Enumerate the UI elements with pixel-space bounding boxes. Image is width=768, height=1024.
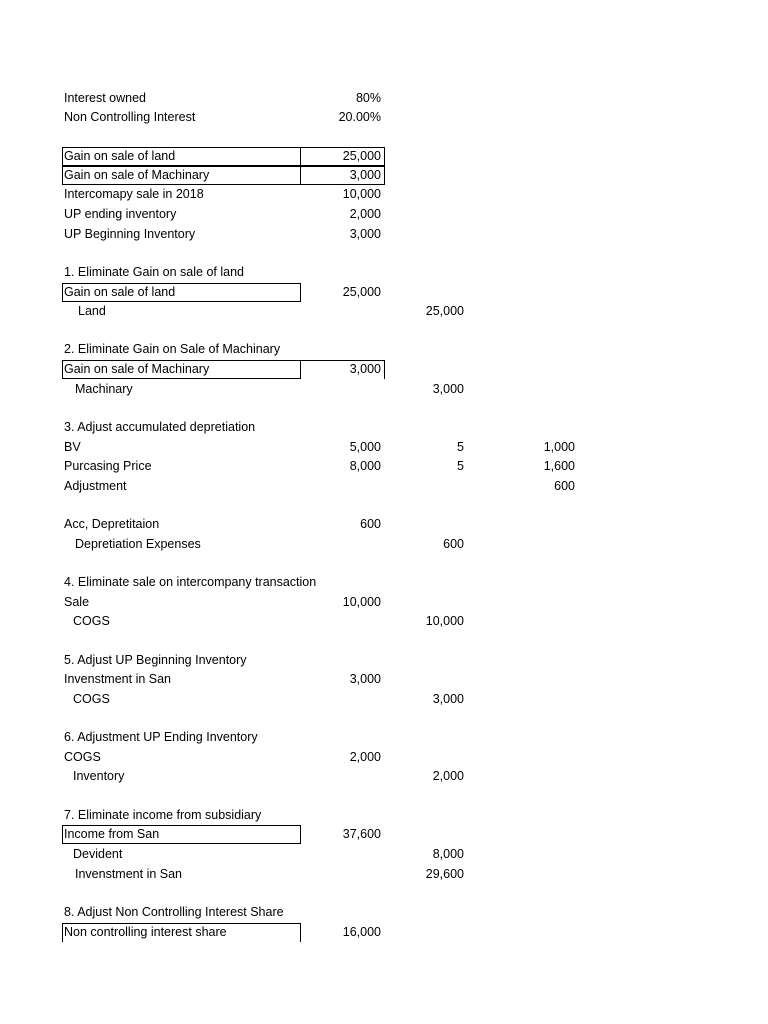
- amount-col-b: 600: [360, 517, 381, 531]
- row-label: UP Beginning Inventory: [64, 227, 196, 241]
- row-label: Invenstment in San: [75, 867, 183, 881]
- section-title: 8. Adjust Non Controlling Interest Share: [64, 905, 284, 919]
- row-label: UP ending inventory: [64, 207, 177, 221]
- row-gain-sale-machinary: [0, 166, 768, 185]
- row-label: Gain on sale of Machinary: [64, 168, 210, 182]
- row-purchasing-price: [0, 457, 768, 476]
- row-intercompany-sale: [0, 185, 768, 204]
- row-label: Gain on sale of land: [64, 285, 176, 299]
- amount-col-b: 3,000: [349, 168, 381, 182]
- amount-col-b: 5,000: [349, 440, 381, 454]
- row-gain-sale-land: [0, 147, 768, 166]
- section-heading-7: [0, 806, 768, 825]
- row-label: Depretiation Expenses: [75, 537, 201, 551]
- section-heading-6: [0, 728, 768, 747]
- row-credit-cogs: [0, 690, 768, 709]
- row-label: Acc, Depretitaion: [64, 517, 160, 531]
- row-label: Invenstment in San: [64, 672, 172, 686]
- row-label: Inventory: [73, 769, 125, 783]
- row-label: Non Controlling Interest: [64, 110, 196, 124]
- amount-col-b: 3,000: [349, 227, 381, 241]
- row-debit-cogs: [0, 748, 768, 767]
- amount-col-c: 25,000: [425, 304, 464, 318]
- section-title: 2. Eliminate Gain on Sale of Machinary: [64, 342, 281, 356]
- amount-col-d: 1,600: [543, 459, 575, 473]
- row-label: COGS: [64, 750, 101, 764]
- amount-col-c: 3,000: [432, 692, 464, 706]
- amount-col-b: 3,000: [349, 672, 381, 686]
- section-heading-2: [0, 340, 768, 359]
- section-title: 4. Eliminate sale on intercompany transaction: [64, 575, 317, 589]
- amount-col-b: 20.00%: [338, 110, 381, 124]
- row-non-controlling-interest: [0, 108, 768, 127]
- amount-col-b: 80%: [355, 91, 381, 105]
- amount-col-b: 37,600: [342, 827, 381, 841]
- row-debit-investment-in-san: [0, 670, 768, 689]
- row-adjustment: [0, 477, 768, 496]
- amount-col-c: 10,000: [425, 614, 464, 628]
- row-debit-income-from-san: [0, 825, 768, 844]
- amount-col-b: 3,000: [349, 362, 381, 376]
- row-credit-cogs: [0, 612, 768, 631]
- row-label: Intercomapy sale in 2018: [64, 187, 204, 201]
- row-label: Income from San: [64, 827, 160, 841]
- amount-col-c: 8,000: [432, 847, 464, 861]
- section-heading-4: [0, 573, 768, 592]
- amount-col-b: 10,000: [342, 595, 381, 609]
- amount-col-b: 16,000: [342, 925, 381, 939]
- row-label: Gain on sale of land: [64, 149, 176, 163]
- amount-col-b: 8,000: [349, 459, 381, 473]
- amount-col-b: 2,000: [349, 750, 381, 764]
- row-credit-depreciation-expenses: [0, 535, 768, 554]
- section-title: 5. Adjust UP Beginning Inventory: [64, 653, 247, 667]
- row-up-ending-inventory: [0, 205, 768, 224]
- amount-col-d: 1,000: [543, 440, 575, 454]
- row-credit-land: [0, 302, 768, 321]
- amount-col-d: 600: [554, 479, 575, 493]
- amount-col-c: 2,000: [432, 769, 464, 783]
- row-label: COGS: [73, 614, 110, 628]
- row-label: Machinary: [75, 382, 133, 396]
- section-title: 1. Eliminate Gain on sale of land: [64, 265, 244, 279]
- row-debit-gain-land: [0, 283, 768, 302]
- row-label: Land: [78, 304, 106, 318]
- row-up-beginning-inventory: [0, 225, 768, 244]
- row-label: Sale: [64, 595, 90, 609]
- row-credit-investment-in-san: [0, 865, 768, 884]
- amount-col-c: 600: [443, 537, 464, 551]
- row-debit-gain-machinary: [0, 360, 768, 379]
- section-heading-1: [0, 263, 768, 282]
- amount-col-c: 5: [457, 459, 464, 473]
- row-credit-inventory: [0, 767, 768, 786]
- row-label: Adjustment: [64, 479, 127, 493]
- row-debit-nci-share: [0, 923, 768, 942]
- section-title: 7. Eliminate income from subsidiary: [64, 808, 262, 822]
- section-title: 3. Adjust accumulated depretiation: [64, 420, 256, 434]
- row-label: Gain on sale of Machinary: [64, 362, 210, 376]
- row-label: Purcasing Price: [64, 459, 152, 473]
- amount-col-c: 3,000: [432, 382, 464, 396]
- row-credit-dividend: [0, 845, 768, 864]
- row-label: BV: [64, 440, 81, 454]
- amount-col-b: 25,000: [342, 285, 381, 299]
- row-debit-sale: [0, 593, 768, 612]
- section-heading-5: [0, 651, 768, 670]
- section-heading-3: [0, 418, 768, 437]
- row-label: Devident: [73, 847, 123, 861]
- row-interest-owned: [0, 89, 768, 108]
- amount-col-b: 25,000: [342, 149, 381, 163]
- amount-col-c: 29,600: [425, 867, 464, 881]
- row-label: Non controlling interest share: [64, 925, 227, 939]
- amount-col-c: 5: [457, 440, 464, 454]
- row-credit-machinary: [0, 380, 768, 399]
- row-label: Interest owned: [64, 91, 146, 105]
- section-heading-8: [0, 903, 768, 922]
- row-debit-acc-depreciation: [0, 515, 768, 534]
- row-label: COGS: [73, 692, 110, 706]
- amount-col-b: 2,000: [349, 207, 381, 221]
- amount-col-b: 10,000: [342, 187, 381, 201]
- section-title: 6. Adjustment UP Ending Inventory: [64, 730, 258, 744]
- row-bv: [0, 438, 768, 457]
